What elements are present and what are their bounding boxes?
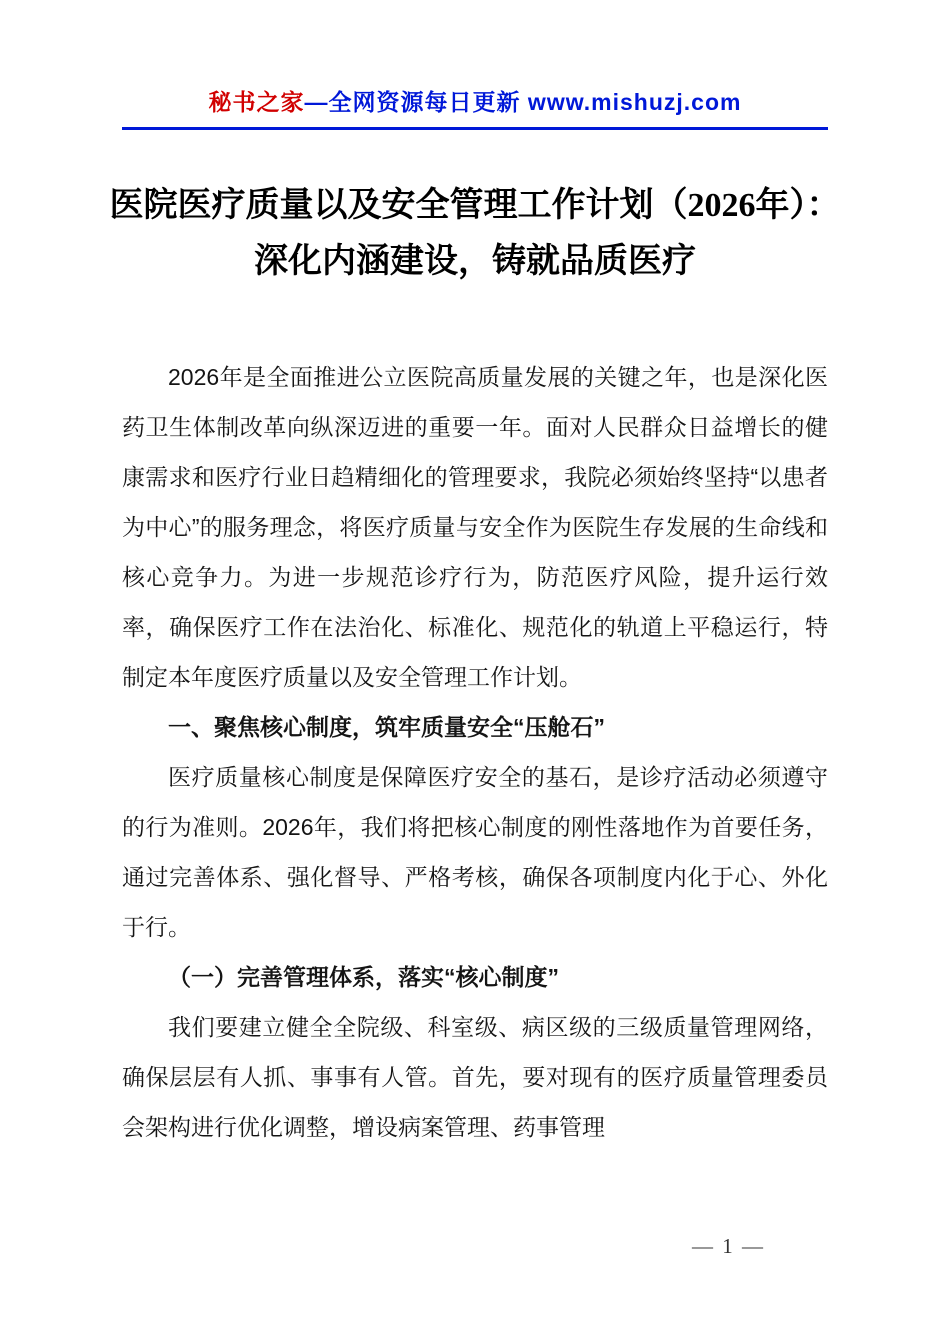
header-tagline: —全网资源每日更新 www.mishuzj.com (304, 89, 742, 115)
header-divider (122, 127, 828, 130)
paragraph: 医疗质量核心制度是保障医疗安全的基石，是诊疗活动必须遵守的行为准则。2026年，我们将把核心制度的刚性落地作为首要任务，通过完善体系、强化督导、严格考核，确保各项制度内化于心、外化于行。 (122, 764, 828, 940)
page-number: — 1 — (692, 1234, 765, 1258)
subsection-heading: （一）完善管理体系，落实“核心制度” (168, 964, 559, 990)
page-footer (692, 1234, 765, 1259)
paragraph: 2026年是全面推进公立医院高质量发展的关键之年，也是深化医药卫生体制改革向纵深迈进的重要一年。面对人民群众日益增长的健康需求和医疗行业日趋精细化的管理要求，我院必须始终坚持“以患者为中心”的服务理念，将医疗质量与安全作为医院生存发展的生命线和核心竞争力。为进一步规范诊疗行为，防范医疗风险，提升运行效率，确保医疗工作在法治化、标准化、规范化的轨道上平稳运行，特制定本年度医疗质量以及安全管理工作计划。 (122, 364, 828, 690)
section-heading: 一、聚焦核心制度，筑牢质量安全“压舱石” (168, 714, 605, 740)
paragraph: 我们要建立健全全院级、科室级、病区级的三级质量管理网络，确保层层有人抓、事事有人管。首先，要对现有的医疗质量管理委员会架构进行优化调整，增设病案管理、药事管理 (122, 1014, 828, 1140)
document-body (122, 352, 828, 1152)
page-header (0, 0, 950, 117)
document-title: 医院医疗质量以及安全管理工作计划（2026年）：深化内涵建设，铸就品质医疗 (109, 187, 841, 280)
brand-name: 秘书之家 (208, 89, 305, 115)
